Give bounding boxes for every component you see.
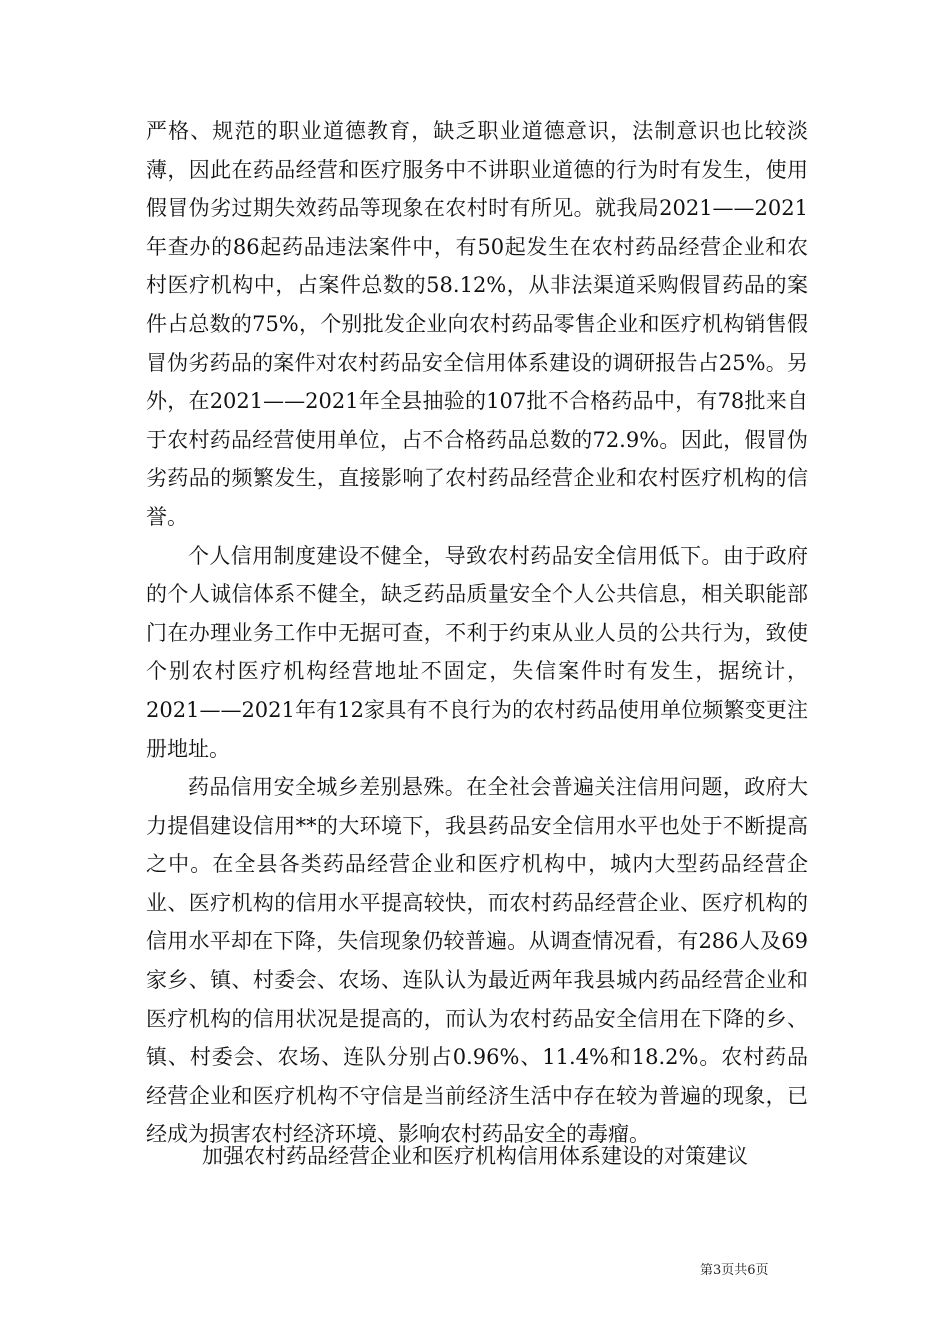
paragraph-urban-rural-gap: 药品信用安全城乡差别悬殊。在全社会普遍关注信用问题，政府大力提倡建设信用**的大环境下，我县药品安全信用水平也处于不断提高之中。在全县各类药品经营企业和医疗机构中，城内大型药品经营企业、医疗机构的信用水平提高较快，而农村药品经营企业、医疗机构的信用水平却在下降，失信现象仍较普遍。从调查情况看，有286人及69家乡、镇、村委会、农场、连队认为最近两年我县城内药品经营企业和医疗机构的信用状况是提高的，而认为农村药品安全信用在下降的乡、镇、村委会、农场、连队分别占0.96%、11.4%和18.2%。农村药品经营企业和医疗机构不守信是当前经济生活中存在较为普遍的现象，已经成为损害农村经济环境、影响农村药品安全的毒瘤。 — [146, 775, 808, 1147]
paragraph-continued: 严格、规范的职业道德教育，缺乏职业道德意识，法制意识也比较淡薄，因此在药品经营和医疗服务中不讲职业道德的行为时有发生，使用假冒伪劣过期失效药品等现象在农村时有所见。就我局2021——2021年查办的86起药品违法案件中，有50起发生在农村药品经营企业和农村医疗机构中，占案件总数的58.12%，从非法渠道采购假冒药品的案件占总数的75%，个别批发企业向农村药品零售企业和医疗机构销售假冒伪劣药品的案件对农村药品安全信用体系建设的调研报告占25%。另外，在2021——2021年全县抽验的107批不合格药品中，有78批来自于农村药品经营使用单位，占不合格药品总数的72.9%。因此，假冒伪劣药品的频繁发生，直接影响了农村药品经营企业和农村医疗机构的信誉。 — [146, 119, 808, 529]
section-heading: 加强农村药品经营企业和医疗机构信用体系建设的对策建议 — [202, 1144, 748, 1168]
paragraph-personal-credit: 个人信用制度建设不健全，导致农村药品安全信用低下。由于政府的个人诚信体系不健全，缺乏药品质量安全个人公共信息，相关职能部门在办理业务工作中无据可查，不利于约束从业人员的公共行为，致使个别农村医疗机构经营地址不固定，失信案件时有发生，据统计，2021——2021年有12家具有不良行为的农村药品使用单位频繁变更注册地址。 — [146, 543, 808, 761]
body-text — [146, 112, 808, 1154]
page-number: 第3页共6页 — [700, 1263, 769, 1278]
